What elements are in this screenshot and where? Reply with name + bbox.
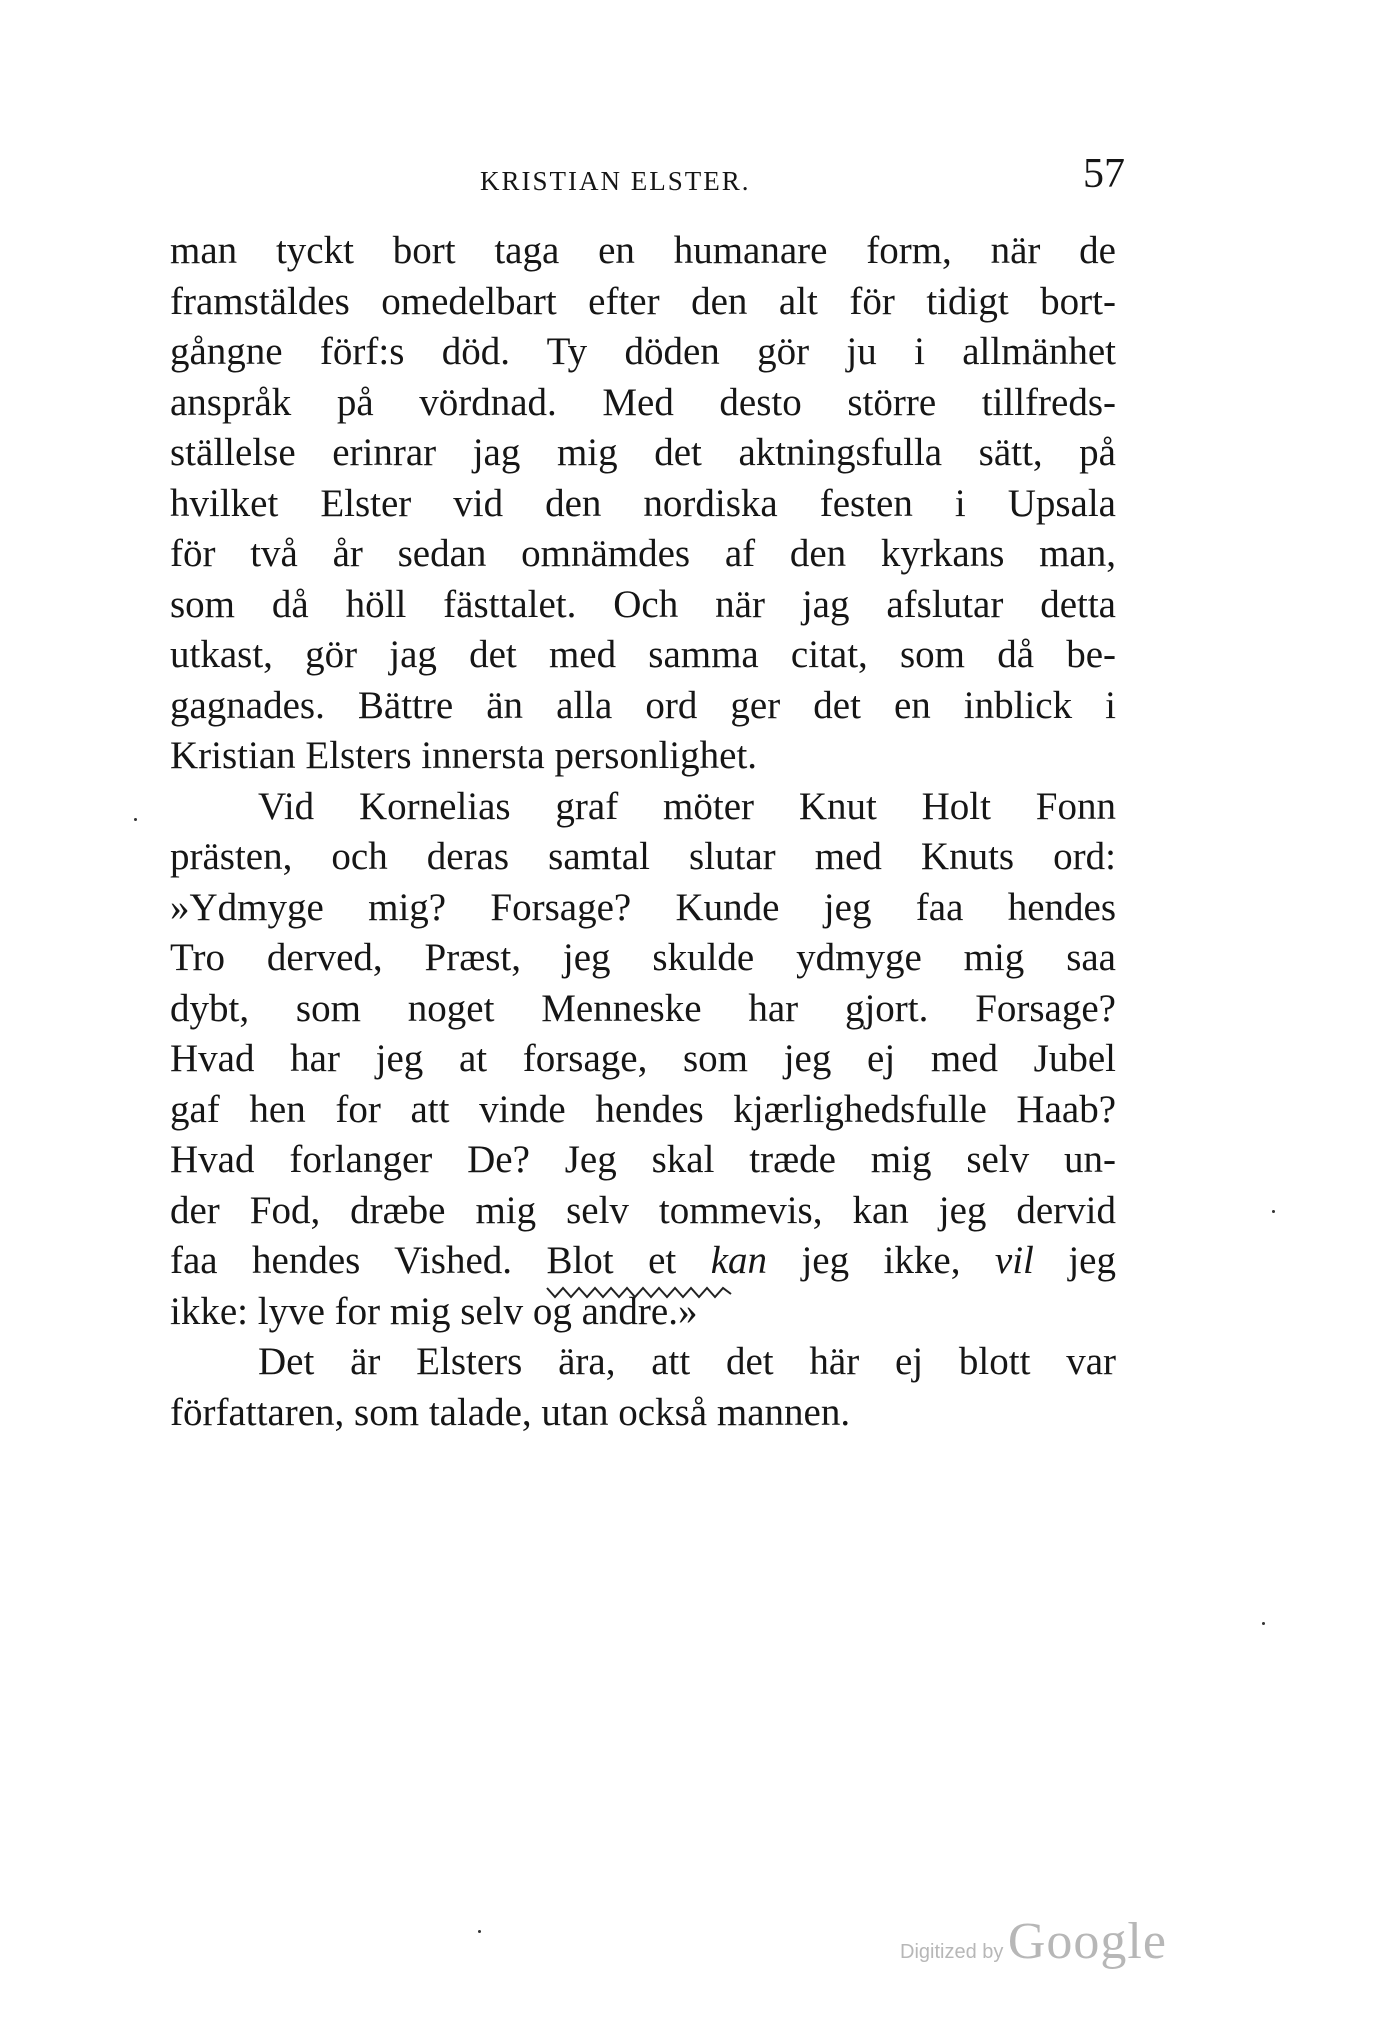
text-line: gaf hen for att vinde hendes kjærlighedsfulle Haab? [170, 1087, 1116, 1131]
text-line: »Ydmyge mig? Forsage? Kunde jeg faa hendes [170, 885, 1116, 929]
running-head: KRISTIAN ELSTER. [480, 166, 751, 196]
text-segment: jeg ikke, [801, 1239, 961, 1282]
page-number: 57 [1083, 151, 1125, 197]
text-line: hvilket Elster vid den nordiska festen i Upsala [170, 481, 1116, 525]
text-line: författaren, som talade, utan också mannen. [170, 1390, 851, 1434]
text-line: framstäldes omedelbart efter den alt för tidigt bort- [170, 279, 1116, 323]
text-line: Vid Kornelias graf möter Knut Holt Fonn [258, 784, 1116, 828]
text-line: Tro derved, Præst, jeg skulde ydmyge mig saa [170, 936, 1116, 979]
text-line: der Fod, dræbe mig selv tommevis, kan jeg dervid [170, 1188, 1116, 1232]
scan-speck [478, 1930, 481, 1933]
text-line: dybt, som noget Menneske har gjort. Forsage? [170, 986, 1116, 1030]
scan-speck [1272, 1210, 1275, 1213]
text-line: gagnades. Bättre än alla ord ger det en inblick i [170, 683, 1116, 727]
text-line: Det är Elsters ära, att det här ej blott var [258, 1340, 1116, 1383]
text-line: ställelse erinrar jag mig det aktningsfulla sätt, på [170, 431, 1116, 474]
text-segment: faa hendes Vished. Blot et [170, 1239, 677, 1282]
body-text [170, 226, 1116, 1438]
text-line: Hvad forlanger De? Jeg skal træde mig selv un- [170, 1138, 1116, 1181]
text-segment: jeg [1068, 1239, 1116, 1282]
text-line: som då höll fästtalet. Och när jag afslutar detta [170, 582, 1116, 626]
text-line: Hvad har jeg at forsage, som jeg ej med Jubel [170, 1037, 1116, 1080]
scan-speck [134, 818, 137, 821]
italic-word: vil [994, 1239, 1034, 1282]
end-ornament [545, 1282, 735, 1302]
text-line: Kristian Elsters innersta personlighet. [170, 734, 758, 777]
google-logo: Google [1007, 1913, 1167, 1970]
text-line: för två år sedan omnämdes af den kyrkans man, [170, 532, 1116, 575]
text-line: man tyckt bort taga en humanare form, när de [170, 229, 1116, 272]
page-header [170, 150, 1130, 210]
wavy-line-ornament [545, 1282, 735, 1302]
digitized-watermark [900, 1912, 1167, 1971]
text-line: anspråk på vördnad. Med desto större tillfreds- [170, 380, 1116, 424]
scan-speck [1262, 1622, 1265, 1625]
text-line: prästen, och deras samtal slutar med Knuts ord: [170, 835, 1116, 878]
italic-word: kan [710, 1239, 767, 1282]
text-line: utkast, gör jag det med samma citat, som då be- [170, 633, 1116, 676]
text-line: ikke: lyve for mig selv og andre.» [170, 1289, 698, 1333]
text-line [170, 1236, 1116, 1287]
text-line: gångne förf:s död. Ty döden gör ju i allmänhet [170, 330, 1116, 373]
digitized-by-label: Digitized by [900, 1941, 1004, 1963]
